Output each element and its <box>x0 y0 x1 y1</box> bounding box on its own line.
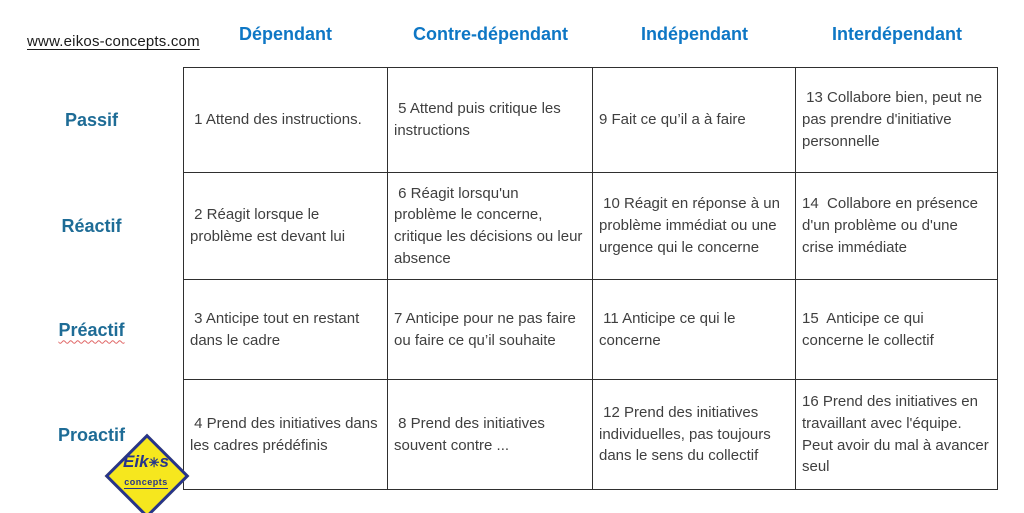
cell-r2-c1: 2 Réagit lorsque le problème est devant lui <box>184 173 388 280</box>
row-label-preactif: Préactif <box>58 319 125 340</box>
column-header-independant: Indépendant <box>641 24 748 44</box>
star-icon: ✳ <box>148 455 160 470</box>
cell-r3-c4: 15 Anticipe ce qui concerne le collectif <box>796 280 997 380</box>
cell-r1-c1: 1 Attend des instructions. <box>184 68 388 173</box>
logo-subtext: concepts <box>124 477 168 487</box>
cell-r3-c3: 11 Anticipe ce qui le concerne <box>593 280 796 380</box>
website-link[interactable]: www.eikos-concepts.com <box>27 33 200 50</box>
column-header-dependant: Dépendant <box>238 24 332 44</box>
logo-text <box>104 453 188 490</box>
matrix-table <box>183 67 998 490</box>
cell-r4-c4: 16 Prend des initiatives en travaillant avec l'équipe. Peut avoir du mal à avancer seul <box>802 393 993 476</box>
cell-r2-c3: 10 Réagit en réponse à un problème immédiat ou une urgence qui le concerne <box>593 173 796 280</box>
cell-r4-c1: 4 Prend des initiatives dans les cadres prédéfinis <box>184 380 388 489</box>
row-label-reactif: Réactif <box>61 216 122 236</box>
cell-r1-c4: 13 Collabore bien, peut ne pas prendre d'initiative personnelle <box>796 68 997 173</box>
row-label-passif: Passif <box>64 109 119 130</box>
cell-r3-c1: 3 Anticipe tout en restant dans le cadre <box>184 280 388 380</box>
logo-wordmark: Eik✳s <box>123 452 169 471</box>
cell-r4-c2: 8 Prend des initiatives souvent contre ... <box>388 380 593 489</box>
column-header-interdependant: Interdépendant <box>831 24 962 44</box>
cell-r4-c3: 12 Prend des initiatives individuelles, pas toujours dans le sens du collectif <box>593 380 796 489</box>
cell-r1-c3: 9 Fait ce qu’il a à faire <box>593 68 796 173</box>
eikos-logo <box>104 433 188 513</box>
cell-r2-c2: 6 Réagit lorsqu'un problème le concerne, critique les décisions ou leur absence <box>388 173 593 280</box>
cell-r1-c2: 5 Attend puis critique les instructions <box>388 68 593 173</box>
cell-r2-c4: 14 Collabore en présence d'un problème ou d'une crise immédiate <box>796 173 997 280</box>
cell-r3-c2: 7 Anticipe pour ne pas faire ou faire ce qu’il souhaite <box>388 280 593 380</box>
column-header-contre-dependant: Contre-dépendant <box>413 24 568 44</box>
row-label-proactif: Proactif <box>57 424 126 445</box>
